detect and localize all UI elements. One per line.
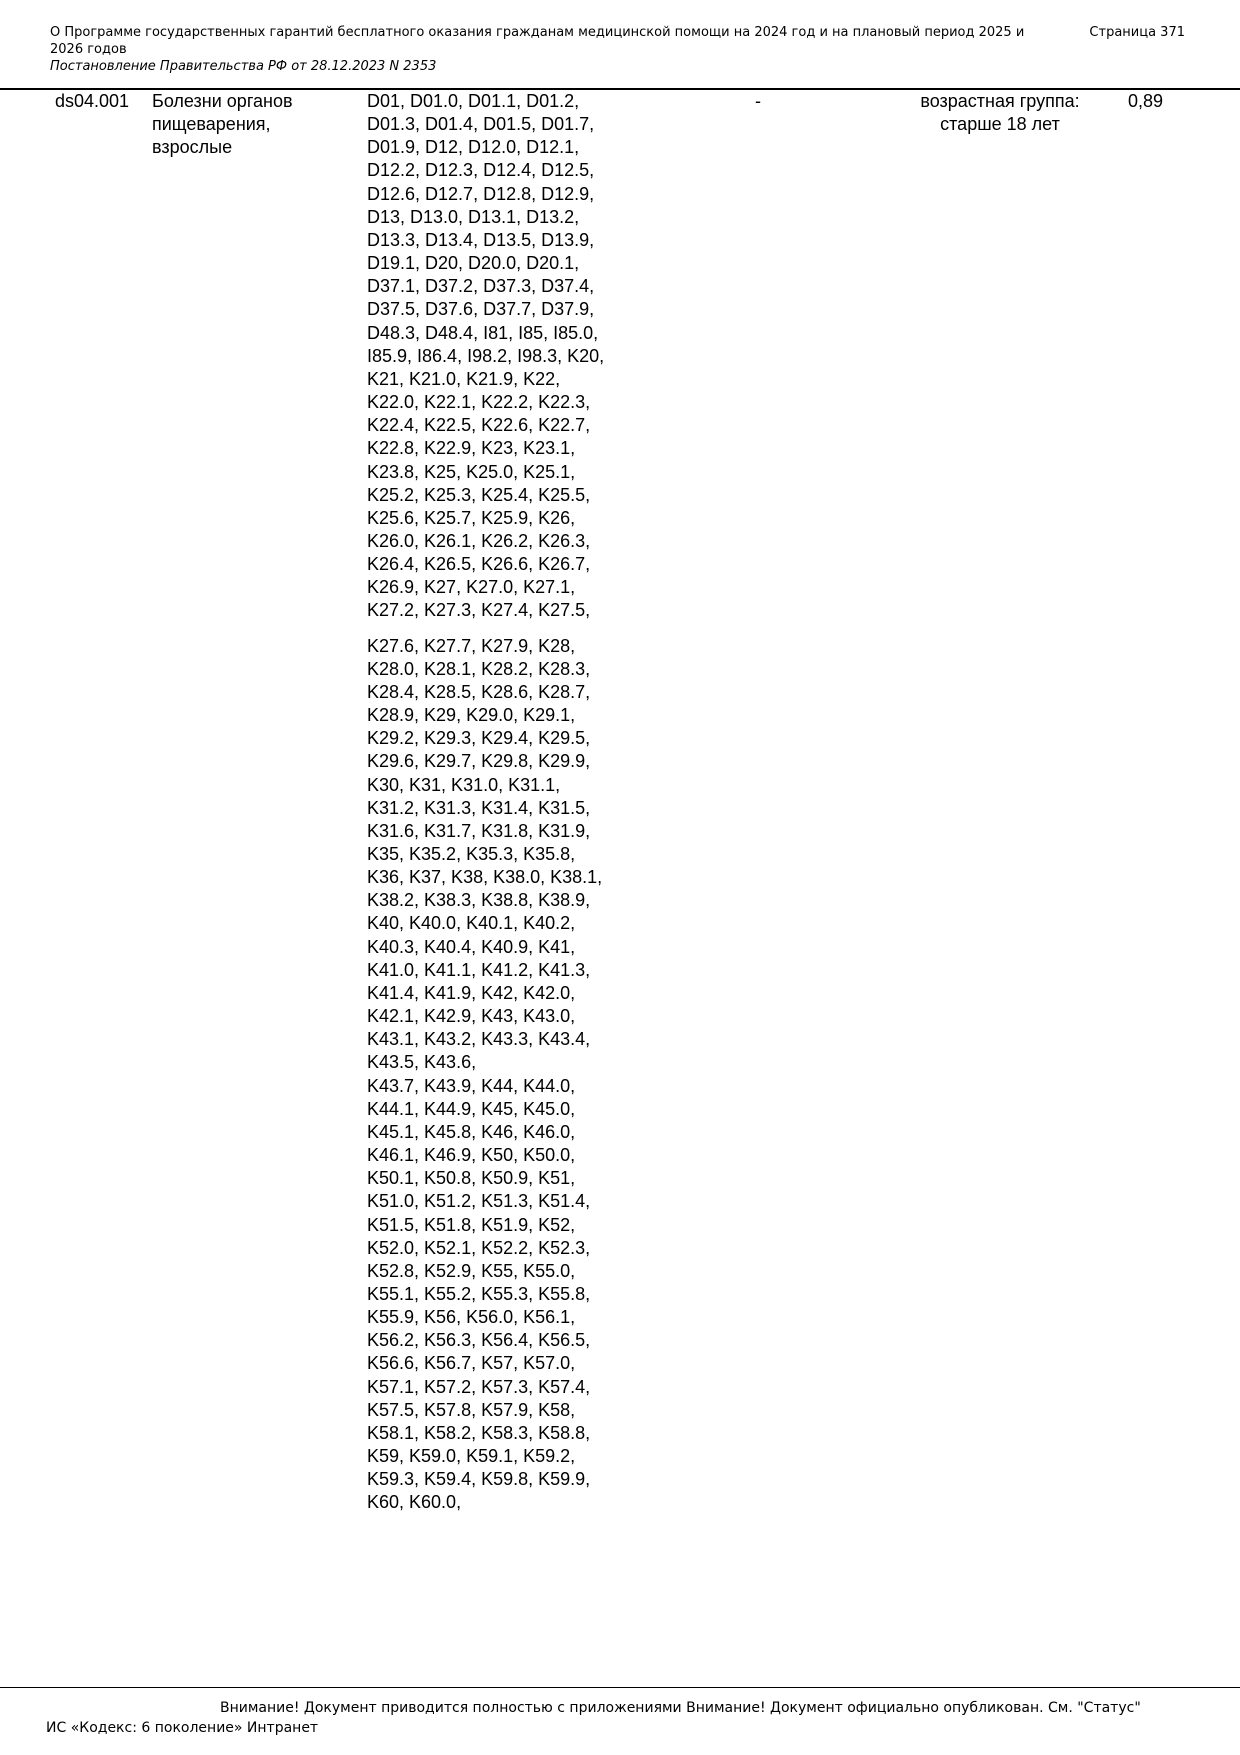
diagnosis-code-line: D13.3, D13.4, D13.5, D13.9,: [367, 229, 595, 250]
diagnosis-code-line: K43.7, K43.9, K44, K44.0,: [367, 1075, 576, 1096]
diagnosis-code-line: D48.3, D48.4, I81, I85, I85.0,: [367, 322, 599, 343]
diagnosis-code-line: K22.8, K22.9, K23, K23.1,: [367, 438, 576, 459]
diagnosis-code-line: K57.5, K57.8, K57.9, K58,: [367, 1399, 576, 1420]
diagnosis-code-line: K56.6, K56.7, K57, K57.0,: [367, 1353, 576, 1374]
diagnosis-code-line: K43.1, K43.2, K43.3, K43.4,: [367, 1029, 591, 1050]
row-name-cell: Болезни органов пищеварения, взрослые: [152, 91, 293, 158]
diagnosis-code-line: K52.8, K52.9, K55, K55.0,: [367, 1260, 576, 1281]
diagnosis-code-line: K40.3, K40.4, K40.9, K41,: [367, 936, 576, 957]
diagnosis-code-line: K43.5, K43.6,: [367, 1052, 477, 1073]
diagnosis-code-line: K44.1, K44.9, K45, K45.0,: [367, 1098, 576, 1119]
diagnosis-code-line: K27.6, K27.7, K27.9, K28,: [367, 635, 576, 656]
diagnosis-code-line: K40, K40.0, K40.1, K40.2,: [367, 913, 576, 934]
diagnosis-code-line: K46.1, K46.9, K50, K50.0,: [367, 1145, 576, 1166]
diagnosis-code-line: K21, K21.0, K21.9, K22,: [367, 368, 561, 389]
diagnosis-code-line: K25.6, K25.7, K25.9, K26,: [367, 507, 576, 528]
diagnosis-code-line: K59, K59.0, K59.1, K59.2,: [367, 1446, 576, 1467]
diagnosis-code-line: K42.1, K42.9, K43, K43.0,: [367, 1006, 576, 1027]
diagnosis-code-line: K25.2, K25.3, K25.4, K25.5,: [367, 484, 591, 505]
diagnosis-code-line: D13, D13.0, D13.1, D13.2,: [367, 206, 580, 227]
diagnosis-code-line: K28.0, K28.1, K28.2, K28.3,: [367, 658, 591, 679]
diagnosis-code-line: K57.1, K57.2, K57.3, K57.4,: [367, 1376, 591, 1397]
footer-system-name: ИС «Кодекс: 6 поколение» Интранет: [46, 1720, 319, 1736]
diagnosis-code-line: K36, K37, K38, K38.0, K38.1,: [367, 867, 603, 888]
diagnosis-codes-block-1: [367, 90, 667, 623]
diagnosis-code-line: K27.2, K27.3, K27.4, K27.5,: [367, 600, 591, 621]
diagnosis-code-line: K22.4, K22.5, K22.6, K22.7,: [367, 415, 591, 436]
diagnosis-code-line: K29.2, K29.3, K29.4, K29.5,: [367, 728, 591, 749]
diagnosis-code-line: D01.3, D01.4, D01.5, D01.7,: [367, 114, 595, 135]
diagnosis-code-line: D37.5, D37.6, D37.7, D37.9,: [367, 299, 595, 320]
diagnosis-codes-block-2: [367, 635, 667, 1515]
diagnosis-code-line: D37.1, D37.2, D37.3, D37.4,: [367, 276, 595, 297]
document-title: О Программе государственных гарантий бесплатного оказания гражданам медицинской помощи на 2024 год и на плановый период 2025 и 2026 годов: [50, 25, 1025, 57]
diagnosis-code-line: K58.1, K58.2, K58.3, K58.8,: [367, 1422, 591, 1443]
diagnosis-code-line: K30, K31, K31.0, K31.1,: [367, 774, 561, 795]
diagnosis-code-line: D19.1, D20, D20.0, D20.1,: [367, 253, 580, 274]
diagnosis-code-line: K28.9, K29, K29.0, K29.1,: [367, 705, 576, 726]
row-diagnosis-codes-cell: [367, 90, 667, 1515]
diagnosis-code-line: I85.9, I86.4, I98.2, I98.3, K20,: [367, 345, 605, 366]
diagnosis-code-line: K26.0, K26.1, K26.2, K26.3,: [367, 530, 591, 551]
footer-divider: [0, 1687, 1240, 1688]
diagnosis-code-line: K51.0, K51.2, K51.3, K51.4,: [367, 1191, 591, 1212]
page-number: Страница 371: [1089, 25, 1185, 40]
diagnosis-code-line: K38.2, K38.3, K38.8, K38.9,: [367, 890, 591, 911]
diagnosis-code-line: K23.8, K25, K25.0, K25.1,: [367, 461, 576, 482]
diagnosis-code-line: D01.9, D12, D12.0, D12.1,: [367, 137, 580, 158]
diagnosis-code-line: K59.3, K59.4, K59.8, K59.9,: [367, 1469, 591, 1490]
diagnosis-code-line: K31.2, K31.3, K31.4, K31.5,: [367, 797, 591, 818]
diagnosis-code-line: K55.1, K55.2, K55.3, K55.8,: [367, 1283, 591, 1304]
diagnosis-code-line: K26.4, K26.5, K26.6, K26.7,: [367, 554, 591, 575]
diagnosis-code-line: K28.4, K28.5, K28.6, K28.7,: [367, 681, 591, 702]
diagnosis-code-line: K41.0, K41.1, K41.2, K41.3,: [367, 959, 591, 980]
footer-notice: Внимание! Документ приводится полностью с приложениями Внимание! Документ официально опубликован. См. "Статус": [220, 1700, 1141, 1716]
row-coefficient-cell: 0,89: [1128, 91, 1164, 111]
diagnosis-code-line: K45.1, K45.8, K46, K46.0,: [367, 1121, 576, 1142]
decree-reference: Постановление Правительства РФ от 28.12.2023 N 2353: [50, 59, 437, 74]
diagnosis-code-line: K31.6, K31.7, K31.8, K31.9,: [367, 820, 591, 841]
row-code-cell: ds04.001: [55, 91, 130, 111]
diagnosis-code-line: K56.2, K56.3, K56.4, K56.5,: [367, 1330, 591, 1351]
page-header: [50, 24, 1185, 75]
row-dash-cell: -: [755, 91, 761, 111]
row-age-group-cell: возрастная группа: старше 18 лет: [920, 91, 1080, 135]
diagnosis-code-line: D12.2, D12.3, D12.4, D12.5,: [367, 160, 595, 181]
diagnosis-code-line: K29.6, K29.7, K29.8, K29.9,: [367, 751, 591, 772]
diagnosis-code-line: K22.0, K22.1, K22.2, K22.3,: [367, 392, 591, 413]
diagnosis-code-line: K55.9, K56, K56.0, K56.1,: [367, 1307, 576, 1328]
diagnosis-code-line: K50.1, K50.8, K50.9, K51,: [367, 1168, 576, 1189]
diagnosis-code-line: K41.4, K41.9, K42, K42.0,: [367, 982, 576, 1003]
diagnosis-code-line: K52.0, K52.1, K52.2, K52.3,: [367, 1237, 591, 1258]
diagnosis-code-line: K26.9, K27, K27.0, K27.1,: [367, 577, 576, 598]
codes-block-gap: [367, 623, 667, 635]
diagnosis-code-line: D12.6, D12.7, D12.8, D12.9,: [367, 183, 595, 204]
diagnosis-code-line: K51.5, K51.8, K51.9, K52,: [367, 1214, 576, 1235]
diagnosis-code-line: D01, D01.0, D01.1, D01.2,: [367, 91, 580, 111]
diagnosis-code-line: K60, K60.0,: [367, 1492, 462, 1513]
diagnosis-code-line: K35, K35.2, K35.3, K35.8,: [367, 844, 576, 864]
